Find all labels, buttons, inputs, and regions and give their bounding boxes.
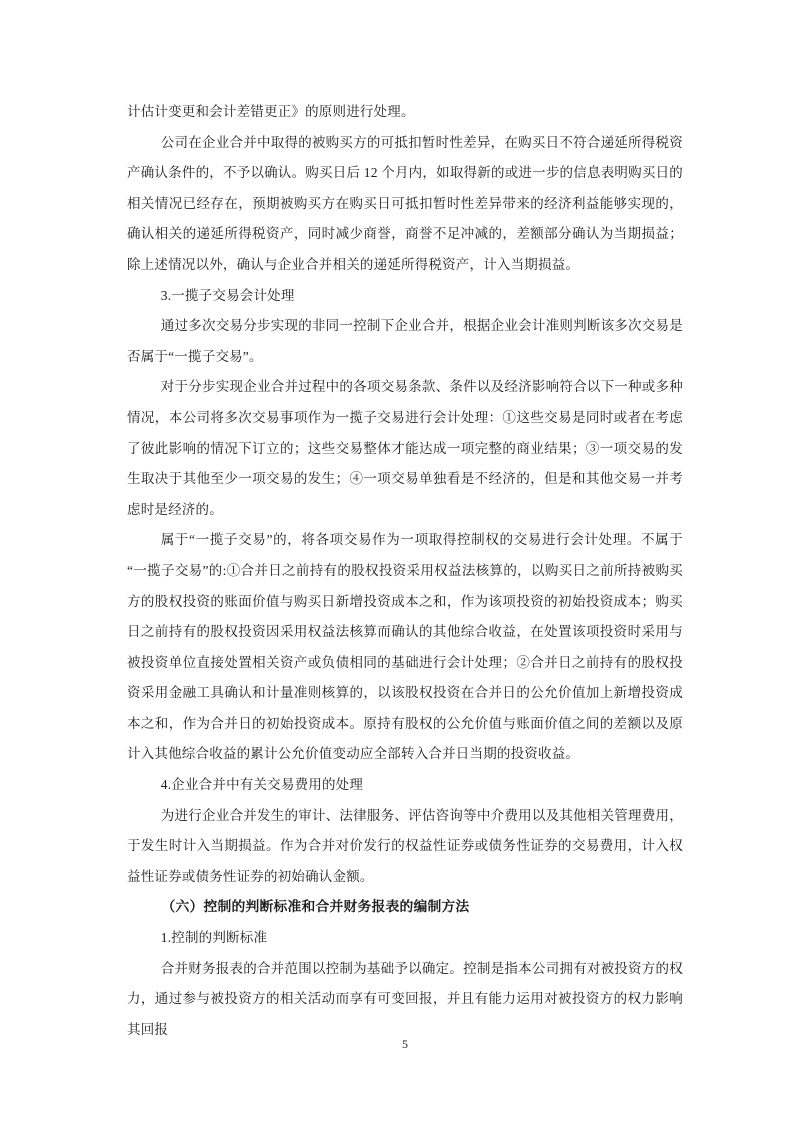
paragraph: 为进行企业合并发生的审计、法律服务、评估咨询等中介费用以及其他相关管理费用，于发生时计入当期损益。作为合并对价发行的权益性证券或债务性证券的交易费用，计入权益性证券或债务性证券的初始确认金额。	[127, 807, 683, 884]
paragraph: 通过多次交易分步实现的非同一控制下企业合并，根据企业会计准则判断该多次交易是否属于“一揽子交易”。	[127, 318, 683, 364]
paragraph: 计估计变更和会计差错更正》的原则进行处理。	[127, 104, 415, 119]
paragraph: 公司在企业合并中取得的被购买方的可抵扣暂时性差异，在购买日不符合递延所得税资产确认条件的，不予以确认。购买日后 12 个月内，如取得新的或进一步的信息表明购买日的相关情况已经存在，预期被购买方在购买日可抵扣暂时性差异带来的经济利益能够实现的，确认相关的递延所得税资产，同时减少商誉，商誉不足冲减的，差额部分确认为当期损益；除上述情况以外，确认与企业合并相关的递延所得税资产，计入当期损益。	[127, 134, 683, 272]
page-footer	[127, 1034, 683, 1054]
paragraph: 合并财务报表的合并范围以控制为基础予以确定。控制是指本公司拥有对被投资方的权力，通过参与被投资方的相关活动而享有可变回报，并且有能力运用对被投资方的权力影响其回报	[127, 960, 683, 1037]
paragraph: 对于分步实现企业合并过程中的各项交易条款、条件以及经济影响符合以下一种或多种情况，本公司将多次交易事项作为一揽子交易进行会计处理：①这些交易是同时或者在考虑了彼此影响的情况下订立的；这些交易整体才能达成一项完整的商业结果；③一项交易的发生取决于其他至少一项交易的发生；④一项交易单独看是不经济的，但是和其他交易一并考虑时是经济的。	[127, 379, 683, 517]
page-number: 5	[402, 1037, 408, 1051]
paragraph: 3.一揽子交易会计处理	[160, 287, 295, 303]
paragraph: 1.控制的判断标准	[160, 930, 268, 946]
paragraph: 属于“一揽子交易”的，将各项交易作为一项取得控制权的交易进行会计处理。不属于“一揽子交易”的:①合并日之前持有的股权投资采用权益法核算的，以购买日之前所持被购买方的股权投资的账面价值与购买日新增投资成本之和，作为该项投资的初始投资成本；购买日之前持有的股权投资因采用权益法核算而确认的其他综合收益，在处置该项投资时采用与被投资单位直接处置相关资产或负债相同的基础进行会计处理；②合并日之前持有的股权投资采用金融工具确认和计量准则核算的，以该股权投资在合并日的公允价值加上新增投资成本之和，作为合并日的初始投资成本。原持有股权的公允价值与账面价值之间的差额以及原计入其他综合收益的累计公允价值变动应全部转入合并日当期的投资收益。	[127, 532, 683, 762]
document-body	[127, 97, 683, 1045]
paragraph: 4.企业合并中有关交易费用的处理	[160, 777, 364, 793]
section-heading: （六）控制的判断标准和合并财务报表的编制方法	[161, 899, 470, 915]
